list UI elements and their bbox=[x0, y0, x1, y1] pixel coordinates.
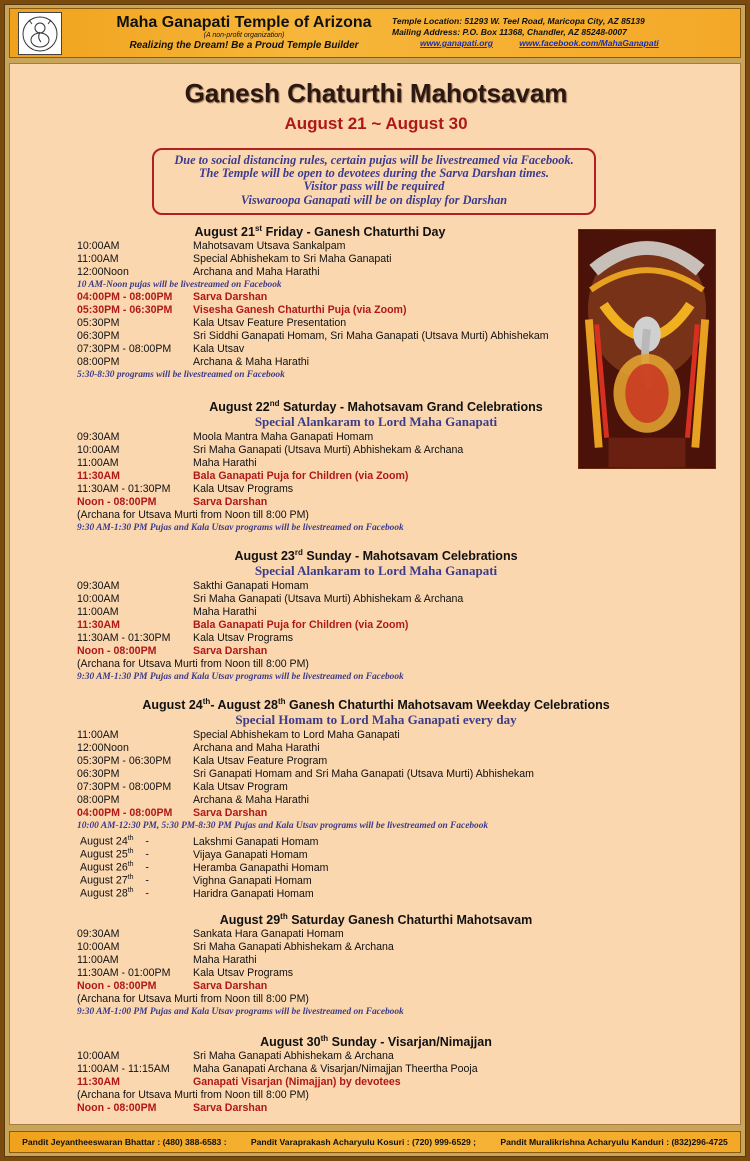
heading-ordinal: rd bbox=[294, 548, 303, 557]
homam-day: August 24th - bbox=[80, 835, 149, 848]
row-time: 11:30AM - 01:30PM bbox=[77, 631, 171, 644]
schedule-row bbox=[77, 1063, 478, 1076]
header-banner bbox=[9, 8, 741, 58]
main-content bbox=[9, 63, 741, 1125]
homam-day: August 28th - bbox=[80, 887, 149, 900]
row-time: 11:30AM - 01:00PM bbox=[77, 966, 171, 979]
heading-title: Friday - Ganesh Chaturthi Day bbox=[262, 225, 446, 240]
row-time: Noon - 08:00PM bbox=[77, 1101, 157, 1114]
row-event: Archana and Maha Harathi bbox=[193, 741, 320, 754]
row-event: Special Abhishekam to Lord Maha Ganapati bbox=[193, 729, 400, 741]
page-title: Ganesh Chaturthi Mahotsavam bbox=[184, 78, 568, 108]
livestream-note: 9:30 AM-1:30 PM Pujas and Kala Utsav programs will be livestreamed on Facebook bbox=[77, 671, 404, 682]
section-subheading: Special Alankaram to Lord Maha Ganapati bbox=[254, 563, 498, 578]
heading-date: August 21 bbox=[194, 225, 255, 240]
heading-ordinal: st bbox=[254, 224, 263, 233]
schedule-row bbox=[77, 356, 309, 369]
section-heading bbox=[10, 912, 742, 927]
row-event: Visesha Ganesh Chaturthi Puja (via Zoom) bbox=[193, 304, 407, 317]
section-heading bbox=[10, 1034, 742, 1049]
homam-row bbox=[80, 871, 312, 887]
row-time: Noon - 08:00PM bbox=[77, 495, 157, 508]
homam-row bbox=[80, 845, 308, 861]
row-event: Kala Utsav bbox=[193, 343, 245, 356]
row-time: 10:00AM bbox=[77, 443, 120, 456]
row-event: Sakthi Ganapati Homam bbox=[193, 580, 309, 592]
address-block bbox=[392, 16, 732, 49]
row-event: Maha Harathi bbox=[193, 605, 257, 618]
row-time: 11:00AM bbox=[77, 456, 119, 469]
row-event: Maha Harathi bbox=[193, 456, 257, 469]
org-name: Maha Ganapati Temple of Arizona bbox=[116, 14, 372, 31]
row-event: Kala Utsav Programs bbox=[193, 631, 294, 644]
heading-title: Sunday - Mahotsavam Celebrations bbox=[302, 549, 518, 564]
heading-date: August 24 bbox=[142, 698, 203, 713]
schedule-row bbox=[77, 967, 293, 980]
schedule-row bbox=[77, 431, 373, 444]
schedule-row bbox=[77, 580, 308, 593]
row-time: 11:00AM bbox=[77, 605, 119, 618]
schedule-row bbox=[77, 1102, 267, 1115]
row-time: 12:00Noon bbox=[77, 741, 129, 754]
schedule-row bbox=[77, 1050, 394, 1063]
section-subheading: Special Alankaram to Lord Maha Ganapati bbox=[254, 414, 498, 429]
row-time: 04:00PM - 08:00PM bbox=[77, 806, 173, 819]
row-time: 11:30AM - 01:30PM bbox=[77, 482, 171, 495]
heading-date: August 29 bbox=[219, 913, 281, 928]
heading-date: August 23 bbox=[234, 549, 295, 564]
row-event: Sri Ganapati Homam and Sri Maha Ganapati (Utsava Murti) Abhishekam bbox=[193, 767, 534, 780]
homam-ordinal: th bbox=[127, 848, 134, 856]
ganapati-photo bbox=[578, 229, 716, 469]
homam-name: Haridra Ganapati Homam bbox=[193, 887, 314, 900]
section-heading bbox=[10, 399, 742, 414]
livestream-note: 10 AM-Noon pujas will be livestreamed on Facebook bbox=[77, 279, 282, 290]
section-heading bbox=[10, 697, 742, 712]
row-time: 08:00PM bbox=[77, 793, 120, 806]
livestream-note: 5:30-8:30 programs will be livestreamed on Facebook bbox=[77, 370, 285, 381]
row-time: 10:00AM bbox=[77, 940, 120, 953]
row-event: Kala Utsav Feature Presentation bbox=[193, 317, 347, 330]
homam-name: Heramba Ganapathi Homam bbox=[193, 861, 329, 874]
row-time: 08:00PM bbox=[77, 356, 120, 369]
schedule-row bbox=[77, 253, 391, 266]
schedule-row bbox=[77, 317, 346, 330]
homam-ordinal: th bbox=[127, 835, 134, 843]
schedule-row bbox=[77, 1076, 401, 1089]
schedule-row bbox=[77, 807, 267, 820]
row-event: Kala Utsav Feature Program bbox=[193, 754, 328, 767]
schedule-row bbox=[77, 291, 267, 304]
schedule-row bbox=[77, 742, 320, 755]
schedule-row bbox=[77, 457, 257, 470]
row-time: 06:30PM bbox=[77, 767, 120, 780]
ganapati-logo-icon bbox=[20, 14, 60, 54]
footer-contact: Pandit Muralikrishna Acharyulu Kanduri : (832)296-4725 bbox=[500, 1137, 728, 1147]
row-event: Sarva Darshan bbox=[193, 495, 268, 508]
notice-box bbox=[152, 148, 596, 215]
row-event: Sarva Darshan bbox=[193, 291, 268, 304]
row-time: 12:00Noon bbox=[77, 265, 129, 278]
row-event: Kala Utsav Programs bbox=[193, 482, 294, 495]
row-time: 07:30PM - 08:00PM bbox=[77, 343, 172, 356]
org-tagline: Realizing the Dream! Be a Proud Temple Builder bbox=[129, 40, 359, 51]
row-time: 09:30AM bbox=[77, 928, 120, 940]
homam-row bbox=[80, 832, 319, 848]
row-event: Special Abhishekam to Sri Maha Ganapati bbox=[193, 252, 392, 265]
row-event: Sarva Darshan bbox=[193, 1101, 268, 1114]
schedule-row bbox=[77, 496, 267, 509]
footer-banner bbox=[9, 1131, 741, 1153]
heading-title: Saturday - Mahotsavam Grand Celebrations bbox=[279, 400, 543, 415]
website-link[interactable]: www.ganapati.org bbox=[420, 38, 493, 48]
row-time: Noon - 08:00PM bbox=[77, 979, 157, 992]
schedule-row bbox=[77, 729, 400, 742]
archana-note: (Archana for Utsava Murti from Noon till 8:00 PM) bbox=[77, 657, 309, 670]
row-time: 05:30PM - 06:30PM bbox=[77, 754, 172, 767]
row-time: 09:30AM bbox=[77, 431, 120, 443]
row-time: 11:00AM bbox=[77, 252, 119, 265]
row-event: Moola Mantra Maha Ganapati Homam bbox=[193, 431, 374, 443]
row-event: Sarva Darshan bbox=[193, 806, 268, 819]
row-time: 10:00AM bbox=[77, 1050, 120, 1062]
schedule-row bbox=[77, 980, 267, 993]
livestream-note: 9:30 AM-1:00 PM Pujas and Kala Utsav programs will be livestreamed on Facebook bbox=[77, 1006, 404, 1017]
homam-date: August 24 bbox=[80, 835, 128, 848]
schedule-row bbox=[77, 755, 327, 768]
homam-day: August 26th - bbox=[80, 861, 149, 874]
heading-title: Saturday Ganesh Chaturthi Mahotsavam bbox=[287, 913, 533, 928]
schedule-row bbox=[77, 632, 293, 645]
schedule-row bbox=[77, 794, 309, 807]
row-event: Sankata Hara Ganapati Homam bbox=[193, 928, 344, 940]
row-event: Bala Ganapati Puja for Children (via Zoom) bbox=[193, 469, 409, 482]
row-time: 11:30AM bbox=[77, 1075, 120, 1088]
homam-ordinal: th bbox=[127, 874, 134, 882]
row-event: Archana & Maha Harathi bbox=[193, 793, 310, 806]
schedule-row bbox=[77, 240, 346, 253]
homam-day: August 25th - bbox=[80, 848, 149, 861]
homam-date: August 25 bbox=[80, 848, 128, 861]
row-event: Bala Ganapati Puja for Children (via Zoom) bbox=[193, 618, 409, 631]
footer-contact: Pandit Varaprakash Acharyulu Kosuri : (720) 999-6529 ; bbox=[250, 1137, 477, 1147]
row-time: 06:30PM bbox=[77, 330, 120, 343]
schedule-row bbox=[77, 343, 244, 356]
schedule-row bbox=[77, 470, 408, 483]
heading-date: August 30 bbox=[260, 1035, 321, 1050]
temple-logo bbox=[18, 12, 62, 55]
homam-ordinal: th bbox=[127, 887, 134, 895]
ganapati-idol-icon bbox=[579, 230, 715, 468]
homam-row bbox=[80, 884, 314, 900]
row-time: 10:00AM bbox=[77, 592, 120, 605]
homam-day: August 27th - bbox=[80, 874, 149, 887]
row-event: Sarva Darshan bbox=[193, 644, 268, 657]
row-time: 10:00AM bbox=[77, 240, 120, 252]
schedule-row bbox=[77, 483, 293, 496]
mailing-address: Mailing Address: P.O. Box 11368, Chandler, AZ 85248-0007 bbox=[392, 27, 627, 37]
row-event: Sri Maha Ganapati (Utsava Murti) Abhishekam & Archana bbox=[193, 443, 464, 456]
row-event: Archana and Maha Harathi bbox=[193, 265, 320, 278]
livestream-note: 9:30 AM-1:30 PM Pujas and Kala Utsav programs will be livestreamed on Facebook bbox=[77, 522, 404, 533]
homam-name: Vijaya Ganapati Homam bbox=[193, 848, 308, 861]
org-subtitle: (A non-profit organization) bbox=[203, 32, 285, 39]
row-event: Maha Ganapati Archana & Visarjan/Nimajjan Theertha Pooja bbox=[193, 1062, 478, 1075]
homam-name: Lakshmi Ganapati Homam bbox=[193, 835, 319, 848]
row-time: 09:30AM bbox=[77, 580, 120, 592]
section-heading bbox=[10, 224, 630, 239]
row-event: Sri Maha Ganapati (Utsava Murti) Abhishekam & Archana bbox=[193, 592, 464, 605]
archana-note: (Archana for Utsava Murti from Noon till 8:00 PM) bbox=[77, 508, 309, 521]
heading-ordinal: th bbox=[202, 697, 211, 706]
row-event: Sarva Darshan bbox=[193, 979, 268, 992]
heading-ordinal: th bbox=[320, 1034, 329, 1043]
heading-ordinal: th bbox=[277, 697, 286, 706]
schedule-row bbox=[77, 781, 288, 794]
livestream-note: 10:00 AM-12:30 PM, 5:30 PM-8:30 PM Pujas and Kala Utsav programs will be livestreamed on Facebook bbox=[77, 820, 489, 831]
schedule-row bbox=[77, 954, 257, 967]
row-event: Archana & Maha Harathi bbox=[193, 356, 310, 369]
row-time: 04:00PM - 08:00PM bbox=[77, 291, 173, 304]
footer-contact: Pandit Jeyantheeswaran Bhattar : (480) 388-6583 : bbox=[22, 1137, 227, 1147]
section-subheading: Special Homam to Lord Maha Ganapati every day bbox=[235, 712, 517, 727]
schedule-row bbox=[77, 941, 394, 954]
notice-line: Due to social distancing rules, certain pujas will be livestreamed via Facebook. bbox=[174, 153, 574, 167]
schedule-row bbox=[77, 768, 534, 781]
schedule-row bbox=[77, 266, 320, 279]
heading-date: August 22 bbox=[209, 400, 270, 415]
homam-date: August 27 bbox=[80, 874, 128, 887]
row-event: Kala Utsav Programs bbox=[193, 966, 294, 979]
row-time: 11:00AM bbox=[77, 729, 119, 741]
heading-date-end: - August 28 bbox=[210, 698, 278, 713]
heading-ordinal: nd bbox=[269, 399, 280, 408]
notice-line: Viswaroopa Ganapati will be on display for Darshan bbox=[240, 192, 508, 207]
row-time: 11:30AM bbox=[77, 469, 120, 482]
schedule-row bbox=[77, 330, 549, 343]
row-time: 07:30PM - 08:00PM bbox=[77, 780, 172, 793]
notice-line: The Temple will be open to devotees during the Sarva Darshan times. bbox=[198, 166, 549, 181]
schedule-row bbox=[77, 444, 463, 457]
homam-name: Vighna Ganapati Homam bbox=[193, 874, 312, 887]
row-time: 11:00AM - 11:15AM bbox=[77, 1062, 170, 1075]
schedule-row bbox=[77, 645, 267, 658]
date-range: August 21 ~ August 30 bbox=[284, 114, 468, 133]
row-time: 11:30AM bbox=[77, 618, 120, 631]
schedule-row bbox=[77, 593, 463, 606]
row-time: 05:30PM - 06:30PM bbox=[77, 304, 173, 317]
schedule-row bbox=[77, 928, 344, 941]
temple-location: Temple Location: 51293 W. Teel Road, Maricopa City, AZ 85139 bbox=[392, 16, 645, 26]
section-heading bbox=[10, 548, 742, 563]
schedule-row bbox=[77, 606, 257, 619]
notice-line: Visitor pass will be required bbox=[303, 179, 445, 194]
row-event: Maha Harathi bbox=[193, 953, 257, 966]
org-block bbox=[114, 14, 374, 51]
heading-title: Ganesh Chaturthi Mahotsavam Weekday Celebrations bbox=[285, 698, 610, 713]
homam-row bbox=[80, 858, 329, 874]
homam-date: August 28 bbox=[80, 887, 128, 900]
schedule-row bbox=[77, 304, 407, 317]
row-event: Sri Siddhi Ganapati Homam, Sri Maha Ganapati (Utsava Murti) Abhishekam bbox=[193, 330, 549, 343]
row-event: Sri Maha Ganapati Abhishekam & Archana bbox=[193, 1050, 394, 1062]
row-event: Sri Maha Ganapati Abhishekam & Archana bbox=[193, 940, 394, 953]
row-time: 11:00AM bbox=[77, 953, 119, 966]
schedule-row bbox=[77, 619, 408, 632]
row-event: Ganapati Visarjan (Nimajjan) by devotees bbox=[193, 1075, 401, 1088]
row-time: 05:30PM bbox=[77, 317, 120, 330]
heading-title: Sunday - Visarjan/Nimajjan bbox=[328, 1035, 492, 1050]
row-time: Noon - 08:00PM bbox=[77, 644, 157, 657]
archana-note: (Archana for Utsava Murti from Noon till 8:00 PM) bbox=[77, 992, 309, 1005]
archana-note: (Archana for Utsava Murti from Noon till 8:00 PM) bbox=[77, 1088, 309, 1101]
row-event: Mahotsavam Utsava Sankalpam bbox=[193, 240, 346, 252]
row-event: Kala Utsav Program bbox=[193, 780, 288, 793]
facebook-link[interactable]: www.facebook.com/MahaGanapati bbox=[519, 38, 659, 48]
homam-ordinal: th bbox=[127, 861, 134, 869]
homam-date: August 26 bbox=[80, 861, 128, 874]
heading-ordinal: th bbox=[280, 912, 288, 921]
